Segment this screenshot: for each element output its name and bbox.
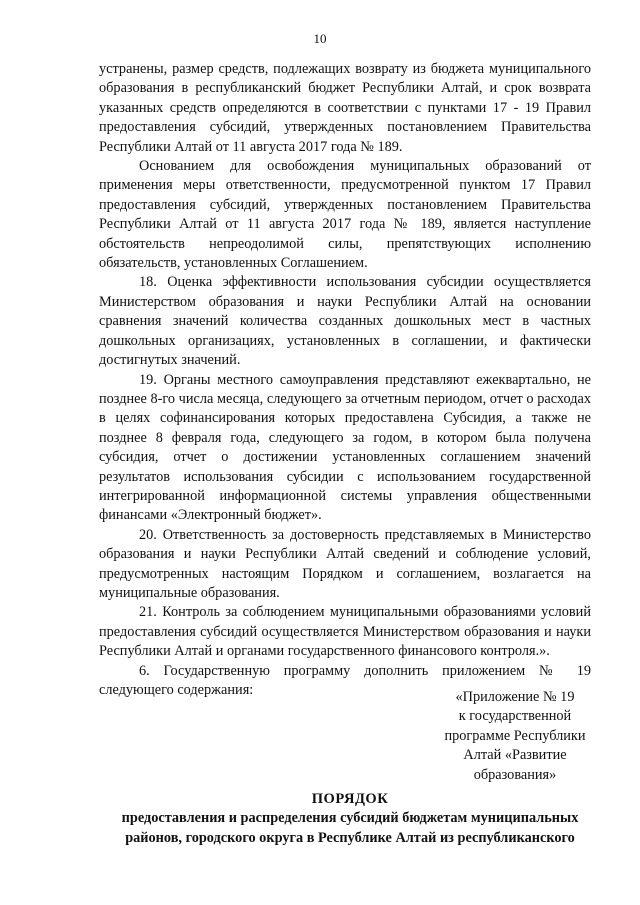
paragraph-2: Основанием для освобождения муниципальных образований от применения меры ответственности, предусмотренной пунктом 17 Правил предоставления субсидий, утвержденных постановлением Правительства Республики Алтай от 11 августа 2017 года № 189, является наступление обстоятельств непреодолимой силы, препятствующих исполнению обязательств, установленных Соглашением. — [99, 158, 591, 272]
appendix-line: «Приложение № 19 — [455, 689, 575, 705]
heading-title: ПОРЯДОК — [311, 791, 389, 807]
paragraph-1: устранены, размер средств, подлежащих возврату из бюджета муниципального образования в республиканский бюджет Республики Алтай, и срок возврата указанных средств определяются в соответствии с пунктами 17 - 19 Правил предоставления субсидий, утвержденных постановлением Правительства Республики Алтай от 11 августа 2017 года № 189. — [99, 61, 591, 155]
heading-subtitle-line: предоставления и распределения субсидий бюджетам муниципальных — [121, 810, 579, 827]
paragraph-20: 20. Ответственность за достоверность представляемых в Министерство образования и науки Республики Алтай сведений и соблюдение условий, предусмотренных настоящим Порядком и соглашением, возлагается на муниципальные образования. — [99, 526, 591, 601]
paragraph-19: 19. Органы местного самоуправления представляют ежеквартально, не позднее 8-го числа месяца, следующего за отчетным периодом, отчет о расходах в целях софинансирования которых предоставлена Субсидия, а также не позднее 8 февраля года, следующего за годом, в котором была получена субсидия, отчет о достижении установленных соглашением значений результатов использования субсидии с использованием государственной интегрированной информационной системы управления общественными финансами «Электронный бюджет». — [99, 371, 591, 524]
paragraph-6: 6. Государственную программу дополнить приложением № 19 следующего содержания: — [99, 662, 591, 698]
appendix-line: Алтай «Развитие — [463, 747, 567, 764]
appendix-line: образования» — [473, 766, 557, 783]
paragraph-18: 18. Оценка эффективности использования субсидии осуществляется Министерством образования и науки Республики Алтай на основании сравнения значений количества созданных дошкольных мест в частных дошкольных организациях, установленных в соглашении, и фактически достигнутых значений. — [99, 274, 591, 369]
paragraph-21: 21. Контроль за соблюдением муниципальными образованиями условий предоставления субсидий осуществляется Министерством образования и науки Республики Алтай и органами государственного финансового контроля.». — [99, 604, 591, 660]
appendix-reference — [420, 688, 610, 785]
heading-subtitle-line: районов, городского округа в Республике Алтай из республиканского — [125, 829, 575, 846]
page-number: 10 — [313, 31, 327, 46]
appendix-line: программе Республики — [444, 727, 586, 744]
body-text — [99, 60, 591, 700]
section-heading — [60, 790, 640, 848]
appendix-line: к государственной — [458, 708, 572, 725]
